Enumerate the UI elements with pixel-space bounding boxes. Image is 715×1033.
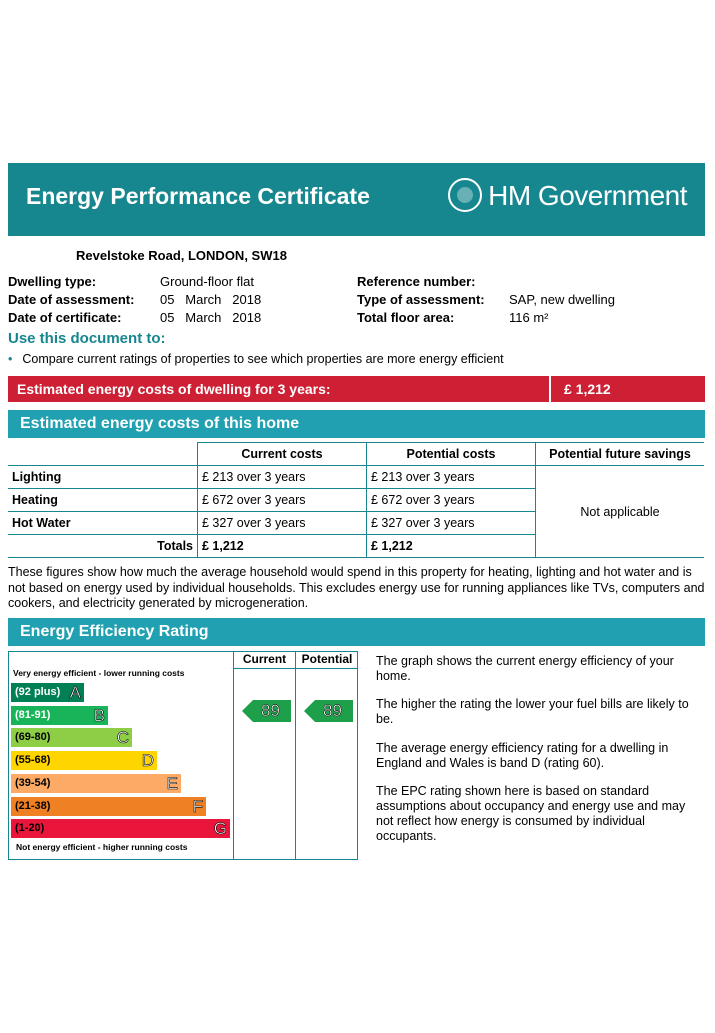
band-range: (92 plus) bbox=[15, 686, 61, 698]
table-row bbox=[8, 466, 704, 489]
divider bbox=[549, 376, 551, 402]
band-range: (69-80) bbox=[15, 731, 51, 744]
current-rating-arrow bbox=[253, 700, 291, 722]
cell-potential-lighting: £ 213 over 3 years bbox=[367, 466, 536, 489]
totals-label: Totals bbox=[8, 535, 198, 558]
use-document-title: Use this document to: bbox=[8, 330, 166, 347]
use-item bbox=[8, 352, 504, 366]
detail-label-date-certificate: Date of certificate: bbox=[8, 310, 122, 325]
brand-name: HM Government bbox=[488, 180, 687, 211]
cell-current-hot-water: £ 327 over 3 years bbox=[198, 512, 367, 535]
header-potential-savings: Potential future savings bbox=[536, 443, 705, 466]
hm-government-logo bbox=[448, 180, 687, 215]
rating-band-f bbox=[11, 797, 206, 816]
band-range: (55-68) bbox=[15, 754, 51, 767]
graph-top-label: Very energy efficient - lower running costs bbox=[13, 668, 185, 678]
detail-label-date-assessment: Date of assessment: bbox=[8, 292, 135, 307]
current-rating-value: 89 bbox=[261, 701, 280, 720]
table-header-row bbox=[8, 443, 704, 466]
efficiency-rating-graph bbox=[8, 651, 358, 860]
rating-explanation-2: The higher the rating the lower your fuel bills are likely to be. bbox=[376, 697, 689, 726]
detail-value-dwelling-type: Ground-floor flat bbox=[160, 274, 254, 289]
detail-value-date-certificate: 05 March 2018 bbox=[160, 310, 262, 325]
costs-section-title: Estimated energy costs of this home bbox=[20, 415, 300, 432]
cell-current-lighting: £ 213 over 3 years bbox=[198, 466, 367, 489]
band-letter: B bbox=[93, 705, 105, 725]
detail-label-floor-area: Total floor area: bbox=[357, 310, 455, 325]
band-letter: E bbox=[166, 773, 178, 793]
detail-value-floor-area: 116 m² bbox=[509, 310, 549, 325]
row-label-hot-water: Hot Water bbox=[8, 512, 198, 535]
costs-table bbox=[8, 442, 704, 558]
graph-bottom-label: Not energy efficient - higher running costs bbox=[16, 842, 188, 852]
rating-band-a bbox=[11, 683, 84, 702]
detail-value-assessment-type: SAP, new dwelling bbox=[509, 292, 615, 307]
totals-current: £ 1,212 bbox=[198, 535, 367, 558]
estimated-cost-value: £ 1,212 bbox=[564, 381, 611, 397]
bullet-icon: • bbox=[8, 352, 13, 366]
band-letter: D bbox=[141, 751, 154, 771]
potential-column-header: Potential bbox=[296, 652, 358, 669]
row-label-lighting: Lighting bbox=[8, 466, 198, 489]
current-column bbox=[233, 652, 295, 859]
rating-explanation-1: The graph shows the current energy efficiency of your home. bbox=[376, 654, 674, 683]
band-letter: C bbox=[116, 728, 129, 748]
detail-value-date-assessment: 05 March 2018 bbox=[160, 292, 262, 307]
estimated-cost-label: Estimated energy costs of dwelling for 3 years: bbox=[17, 381, 331, 397]
estimated-cost-bar bbox=[8, 376, 705, 402]
current-column-header: Current bbox=[234, 652, 295, 669]
band-range: (1-20) bbox=[15, 822, 45, 835]
rating-band-b bbox=[11, 706, 108, 725]
header-current-costs: Current costs bbox=[198, 443, 367, 466]
detail-label-reference: Reference number: bbox=[357, 274, 476, 289]
use-item-text: Compare current ratings of properties to see which properties are more energy efficient bbox=[22, 352, 504, 366]
rating-band-g bbox=[11, 819, 230, 838]
band-range: (21-38) bbox=[15, 799, 51, 812]
cell-potential-heating: £ 672 over 3 years bbox=[367, 489, 536, 512]
potential-rating-value: 89 bbox=[323, 701, 342, 720]
row-label-heating: Heating bbox=[8, 489, 198, 512]
detail-label-assessment-type: Type of assessment: bbox=[357, 292, 485, 307]
band-range: (39-54) bbox=[15, 776, 51, 789]
rating-band-e bbox=[11, 774, 181, 793]
potential-column bbox=[295, 652, 358, 859]
rating-band-d bbox=[11, 751, 157, 770]
rating-explanation-3: The average energy efficiency rating for a dwelling in England and Wales is band D (rating 60). bbox=[376, 741, 669, 770]
band-letter: A bbox=[69, 683, 81, 702]
rating-section-header bbox=[8, 618, 705, 646]
certificate-header bbox=[8, 163, 705, 236]
rating-section-title: Energy Efficiency Rating bbox=[20, 623, 209, 640]
cell-current-heating: £ 672 over 3 years bbox=[198, 489, 367, 512]
band-letter: G bbox=[213, 819, 227, 839]
band-range: (81-91) bbox=[15, 708, 51, 721]
cell-potential-hot-water: £ 327 over 3 years bbox=[367, 512, 536, 535]
costs-note: These figures show how much the average household would spend in this property for heating, lighting and hot water and is not based on energy used by individual households. This excludes energy use for running appliances like TVs, computers and cookers, and electricity generated by microgeneration. bbox=[8, 565, 705, 610]
property-address: Revelstoke Road, LONDON, SW18 bbox=[76, 248, 287, 263]
certificate-title: Energy Performance Certificate bbox=[26, 183, 370, 209]
band-letter: F bbox=[192, 796, 203, 816]
totals-potential: £ 1,212 bbox=[367, 535, 536, 558]
royal-crest-icon bbox=[448, 178, 482, 212]
costs-section-header bbox=[8, 410, 705, 438]
rating-bands bbox=[9, 652, 233, 859]
header-potential-costs: Potential costs bbox=[367, 443, 536, 466]
rating-band-c bbox=[11, 728, 132, 747]
cell-savings: Not applicable bbox=[536, 466, 705, 558]
empty-cell bbox=[8, 443, 198, 466]
potential-rating-arrow bbox=[315, 700, 353, 722]
detail-label-dwelling-type: Dwelling type: bbox=[8, 274, 97, 289]
rating-explanation-4: The EPC rating shown here is based on standard assumptions about occupancy and energy use and may not reflect how energy is consumed by individual occupants. bbox=[376, 784, 686, 843]
